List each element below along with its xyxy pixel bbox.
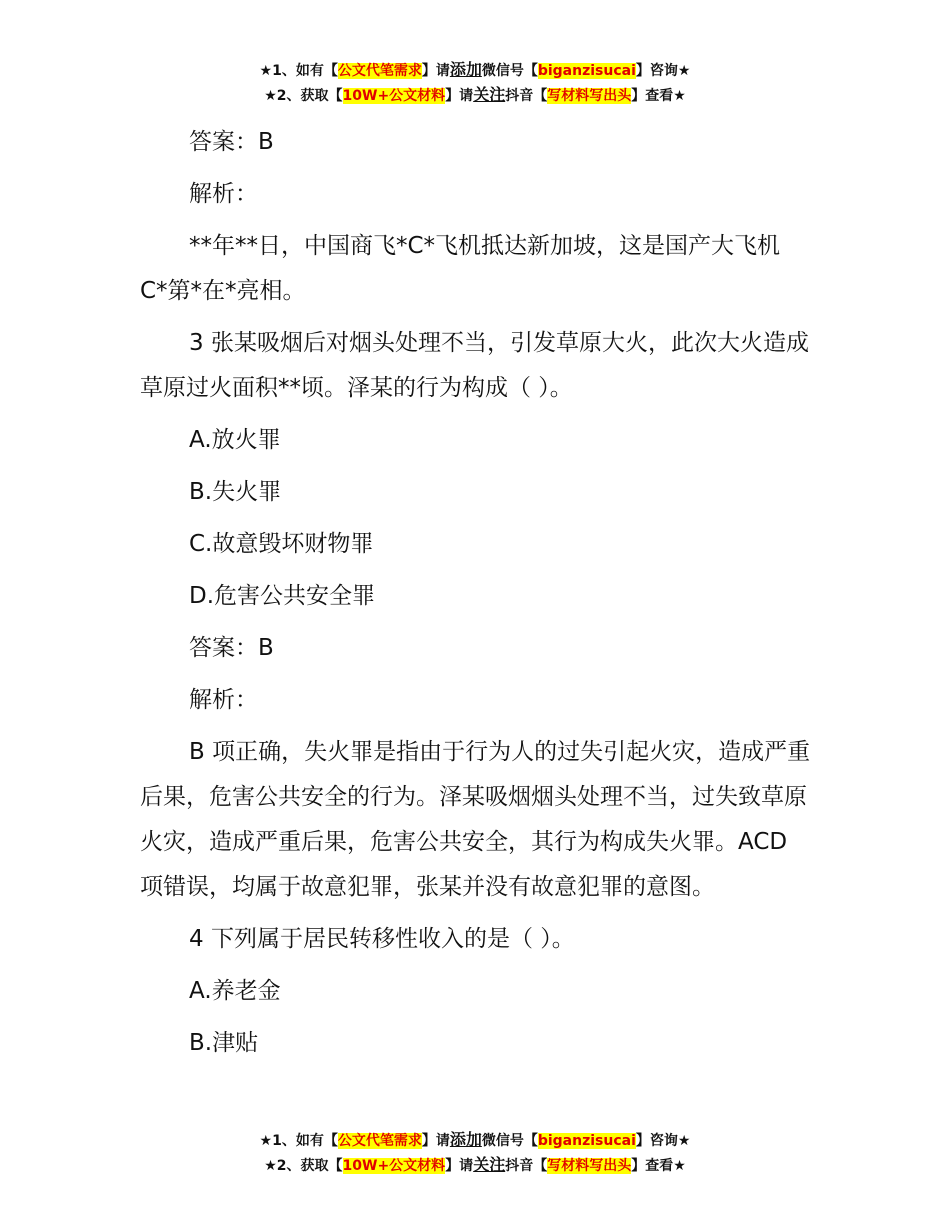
promo-highlight: 写材料写出头	[547, 1158, 632, 1174]
promo-underline: 添加	[449, 60, 482, 79]
question-4: 4 下列属于居民转移性收入的是（ ）。	[189, 926, 575, 952]
option-d: D.危害公共安全罪	[189, 583, 376, 609]
promo-text: 】请	[445, 1158, 474, 1174]
promo-underline: 关注	[473, 85, 506, 104]
promo-text: 】请	[445, 88, 474, 104]
answer-label: 答案：B	[189, 635, 274, 661]
promo-underline: 添加	[449, 1130, 482, 1149]
option-a: A.放火罪	[189, 427, 281, 453]
promo-text: 】咨询★	[635, 1133, 691, 1149]
promo-highlight: 10W+公文材料	[342, 88, 446, 104]
promo-highlight: biganzisucai	[537, 63, 636, 79]
promo-text: 微信号【	[481, 63, 538, 79]
promo-highlight: 公文代笔需求	[337, 1133, 422, 1149]
promo-text: 微信号【	[481, 1133, 538, 1149]
promo-highlight: 公文代笔需求	[337, 63, 422, 79]
question-3: 3 张某吸烟后对烟头处理不当，引发草原大火，此次大火造成草原过火面积**顷。泽某的行为构成（ ）。	[140, 330, 809, 401]
promo-highlight: 10W+公文材料	[342, 1158, 446, 1174]
promo-text: ★2、获取【	[264, 88, 343, 104]
promo-highlight: biganzisucai	[537, 1133, 636, 1149]
promo-text: 】咨询★	[635, 63, 691, 79]
promo-line-1	[0, 58, 950, 83]
promo-text: 】查看★	[631, 1158, 686, 1174]
promo-text: 抖音【	[505, 1158, 548, 1174]
promo-line-2	[0, 1153, 950, 1178]
promo-text: ★2、获取【	[264, 1158, 343, 1174]
option-b: B.失火罪	[189, 479, 282, 505]
document-body	[140, 120, 812, 1073]
promo-text: 】查看★	[631, 88, 686, 104]
promo-line-2	[0, 83, 950, 108]
promo-line-1	[0, 1128, 950, 1153]
promo-underline: 关注	[473, 1155, 506, 1174]
analysis-text: B 项正确，失火罪是指由于行为人的过失引起火灾，造成严重后果，危害公共安全的行为。泽某吸烟烟头处理不当，过失致草原火灾，造成严重后果，危害公共安全，其行为构成失火罪。ACD 项错误，均属于故意犯罪，张某并没有故意犯罪的意图。	[140, 739, 811, 900]
footer-promo-banner	[0, 1128, 950, 1178]
promo-text: ★1、如有【	[259, 1133, 338, 1149]
analysis-text: **年**日，中国商飞*C*飞机抵达新加坡，这是国产大飞机 C*第*在*亮相。	[140, 233, 781, 304]
promo-highlight: 写材料写出头	[547, 88, 632, 104]
promo-text: ★1、如有【	[259, 63, 338, 79]
promo-text: 抖音【	[505, 88, 548, 104]
analysis-label: 解析：	[189, 181, 258, 207]
answer-label: 答案：B	[189, 129, 274, 155]
promo-text: 】请	[421, 1133, 450, 1149]
promo-text: 】请	[421, 63, 450, 79]
option-a: A.养老金	[189, 978, 281, 1004]
header-promo-banner	[0, 58, 950, 108]
option-c: C.故意毁坏财物罪	[189, 531, 374, 557]
analysis-label: 解析：	[189, 687, 258, 713]
option-b: B.津贴	[189, 1030, 259, 1056]
